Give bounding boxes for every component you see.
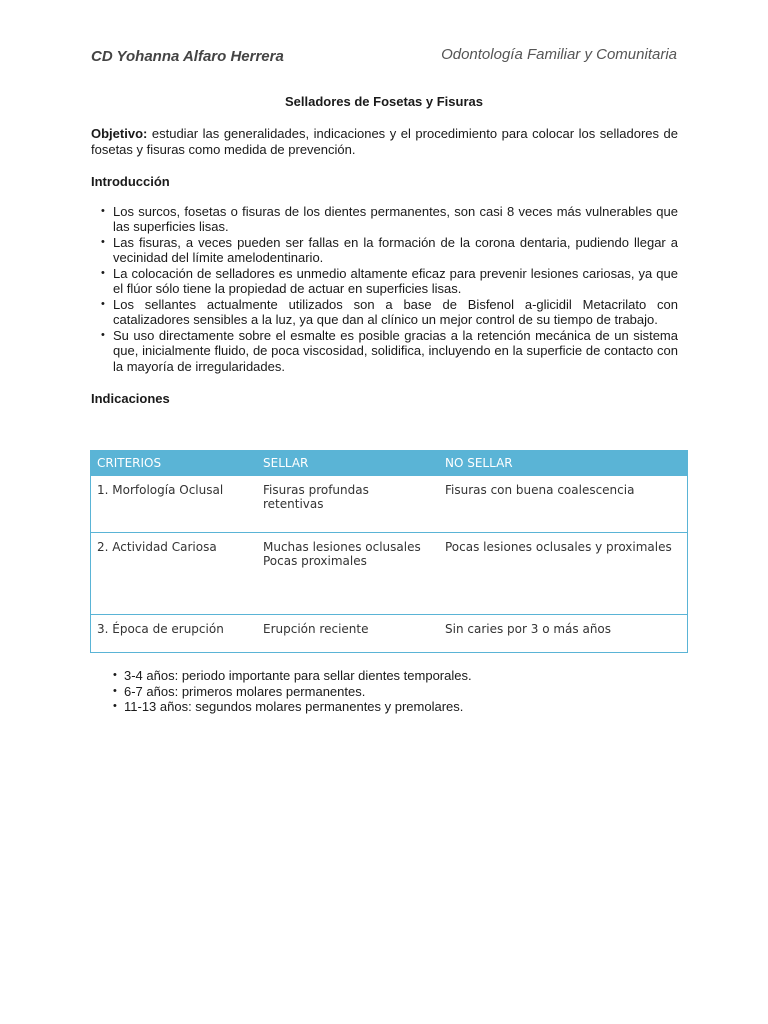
cell-no-sellar: Pocas lesiones oclusales y proximales [439,533,688,615]
cell-criterio: 3. Época de erupción [91,615,258,653]
list-item: • Los surcos, fosetas o fisuras de los dientes permanentes, son casi 8 veces más vulnerables que las superficies lisas. [91,204,678,235]
cell-sellar: Erupción reciente [257,615,439,653]
objective-paragraph [91,126,678,157]
cell-sellar: Fisuras profundas retentivas [257,476,439,533]
introduccion-list [91,204,678,375]
cell-sellar-line: Muchas lesiones oclusales [263,540,421,554]
header-criterios: CRITERIOS [91,451,258,476]
header-no-sellar: NO SELLAR [439,451,688,476]
document-title: Selladores de Fosetas y Fisuras [285,94,483,109]
cell-sellar [257,533,439,615]
cell-criterio: 1. Morfología Oclusal [91,476,258,533]
objective-text: estudiar las generalidades, indicaciones y el procedimiento para colocar los selladores de fosetas y fisuras como medida de prevención. [91,126,678,157]
table-row [91,615,688,653]
indicaciones-heading: Indicaciones [91,391,170,406]
indicaciones-table [90,450,688,653]
document-body [91,126,678,421]
list-item: • 6-7 años: primeros molares permanentes. [91,684,671,700]
list-item: • Las fisuras, a veces pueden ser fallas en la formación de la corona dentaria, pudiendo llegar a vecinidad del límite amelodentinario. [91,235,678,266]
list-item: • 11-13 años: segundos molares permanentes y premolares. [91,699,671,715]
table-header-row [91,451,688,476]
list-item: • La colocación de selladores es unmedio altamente eficaz para prevenir lesiones cariosas, ya que el flúor sólo tiene la propiedad de actuar en superficies lisas. [91,266,678,297]
author-name: CD Yohanna Alfaro Herrera [91,48,284,65]
table-row [91,476,688,533]
cell-sellar-line: Pocas proximales [263,554,367,568]
cell-criterio: 2. Actividad Cariosa [91,533,258,615]
introduccion-heading: Introducción [91,174,170,189]
header-sellar: SELLAR [257,451,439,476]
table-row [91,533,688,615]
list-item: • 3-4 años: periodo importante para sellar dientes temporales. [91,668,671,684]
objective-label: Objetivo: [91,126,148,141]
cell-no-sellar: Fisuras con buena coalescencia [439,476,688,533]
list-item: • Su uso directamente sobre el esmalte es posible gracias a la retención mecánica de un sistema que, inicialmente fluido, de poca viscosidad, solidifica, incluyendo en la superficie de contacto con la mayoría de irregularidades. [91,328,678,375]
ages-list [91,668,671,715]
cell-no-sellar: Sin caries por 3 o más años [439,615,688,653]
list-item: • Los sellantes actualmente utilizados son a base de Bisfenol a-glicidil Metacrilato con catalizadores sensibles a la luz, ya que dan al clínico un mejor control de su tiempo de trabajo. [91,297,678,328]
course-name: Odontología Familiar y Comunitaria [441,46,677,63]
